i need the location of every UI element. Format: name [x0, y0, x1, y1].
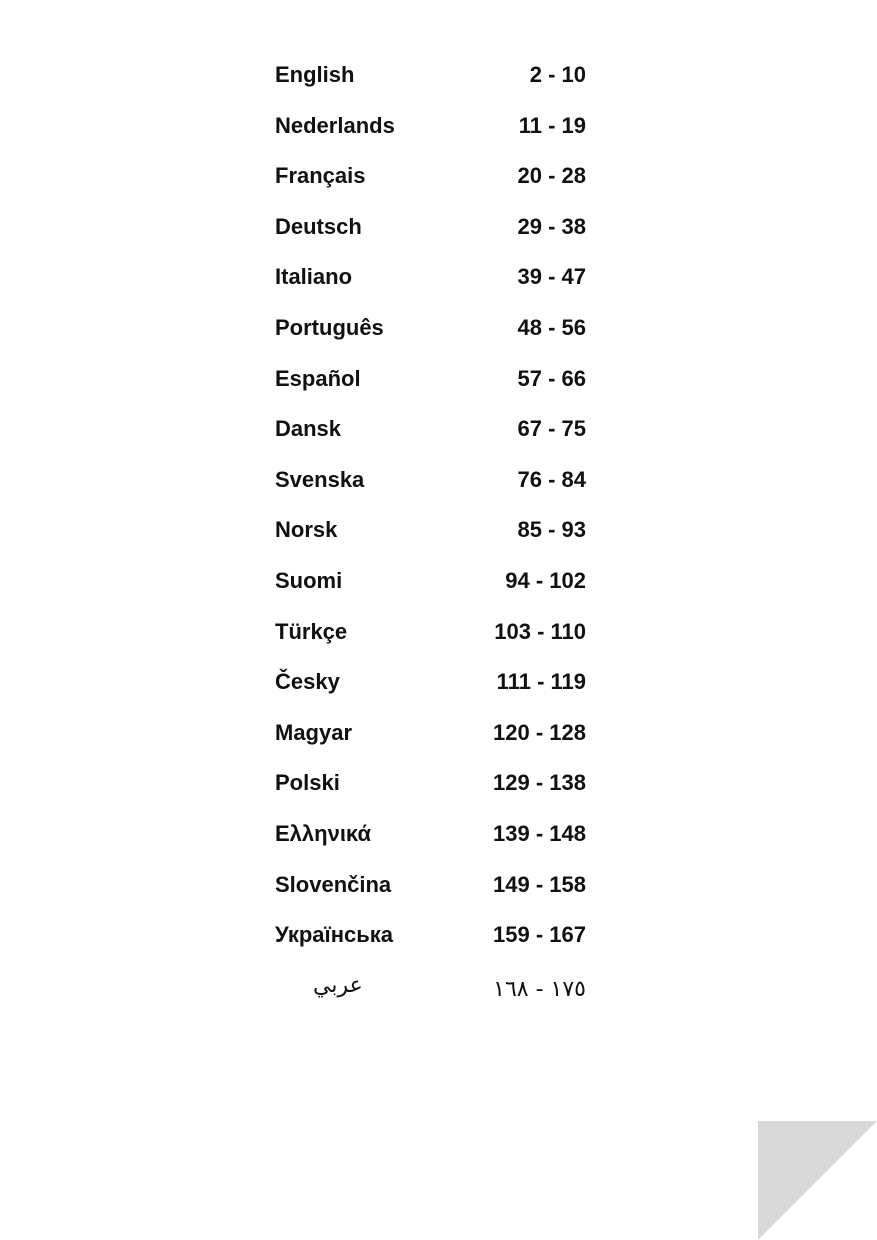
page-range: 129 - 138 [493, 770, 586, 796]
toc-row-deutsch[interactable] [275, 210, 586, 261]
language-name: Nederlands [275, 112, 395, 138]
toc-row-dansk[interactable] [275, 412, 586, 463]
language-name: Українська [275, 922, 394, 948]
language-name: Dansk [275, 416, 342, 442]
language-name: Svenska [275, 466, 365, 492]
page-range: 29 - 38 [517, 213, 586, 239]
page-range: 57 - 66 [517, 365, 586, 391]
page-range: ١٧٥ - ١٦٨ [493, 976, 586, 1002]
page-range: 85 - 93 [517, 517, 586, 543]
page-range: 76 - 84 [517, 466, 586, 492]
language-name: Español [275, 365, 361, 391]
page-range: 48 - 56 [517, 314, 586, 340]
page-range: 149 - 158 [493, 871, 586, 897]
page-range: 120 - 128 [493, 719, 586, 745]
page-corner-triangle-icon [758, 1121, 877, 1240]
page-range: 20 - 28 [517, 163, 586, 189]
toc-row-francais[interactable] [275, 159, 586, 210]
toc-row-magyar[interactable] [275, 716, 586, 767]
toc-row-portugues[interactable] [275, 311, 586, 362]
toc-row-espanol[interactable] [275, 362, 586, 413]
language-name: Magyar [275, 719, 353, 745]
language-index [275, 58, 586, 1019]
language-name: Deutsch [275, 213, 362, 239]
language-name: Česky [275, 669, 340, 695]
toc-row-polski[interactable] [275, 766, 586, 817]
page-range: 67 - 75 [517, 416, 586, 442]
page-range: 94 - 102 [505, 567, 586, 593]
language-name: English [275, 62, 355, 87]
toc-row-italiano[interactable] [275, 260, 586, 311]
toc-row-ellinika[interactable] [275, 817, 586, 868]
toc-row-cesky[interactable] [275, 665, 586, 716]
language-name: Português [275, 314, 384, 340]
language-name: Norsk [275, 517, 338, 543]
toc-row-turkce[interactable] [275, 615, 586, 666]
toc-row-svenska[interactable] [275, 463, 586, 514]
page-range: 159 - 167 [493, 922, 586, 948]
page-range: 103 - 110 [494, 618, 586, 644]
toc-row-slovencina[interactable] [275, 868, 586, 919]
toc-row-norsk[interactable] [275, 513, 586, 564]
language-name: Suomi [275, 567, 343, 593]
language-name: Ελληνικά [275, 820, 371, 846]
toc-row-ukrainska[interactable] [275, 918, 586, 969]
page-range: 139 - 148 [493, 820, 586, 846]
page-range: 39 - 47 [517, 264, 586, 290]
page-range: 11 - 19 [518, 112, 586, 138]
toc-row-english[interactable] [275, 58, 586, 109]
language-name: عربي [313, 972, 363, 998]
toc-row-nederlands[interactable] [275, 109, 586, 160]
language-name: Français [275, 163, 366, 189]
toc-row-arabic[interactable] [275, 969, 586, 1020]
language-name: Polski [275, 770, 340, 796]
toc-row-suomi[interactable] [275, 564, 586, 615]
page-range: 2 - 10 [529, 62, 586, 87]
language-name: Italiano [275, 264, 353, 290]
language-name: Türkçe [275, 618, 348, 644]
page-range: 111 - 119 [496, 669, 586, 695]
language-name: Slovenčina [275, 871, 392, 897]
